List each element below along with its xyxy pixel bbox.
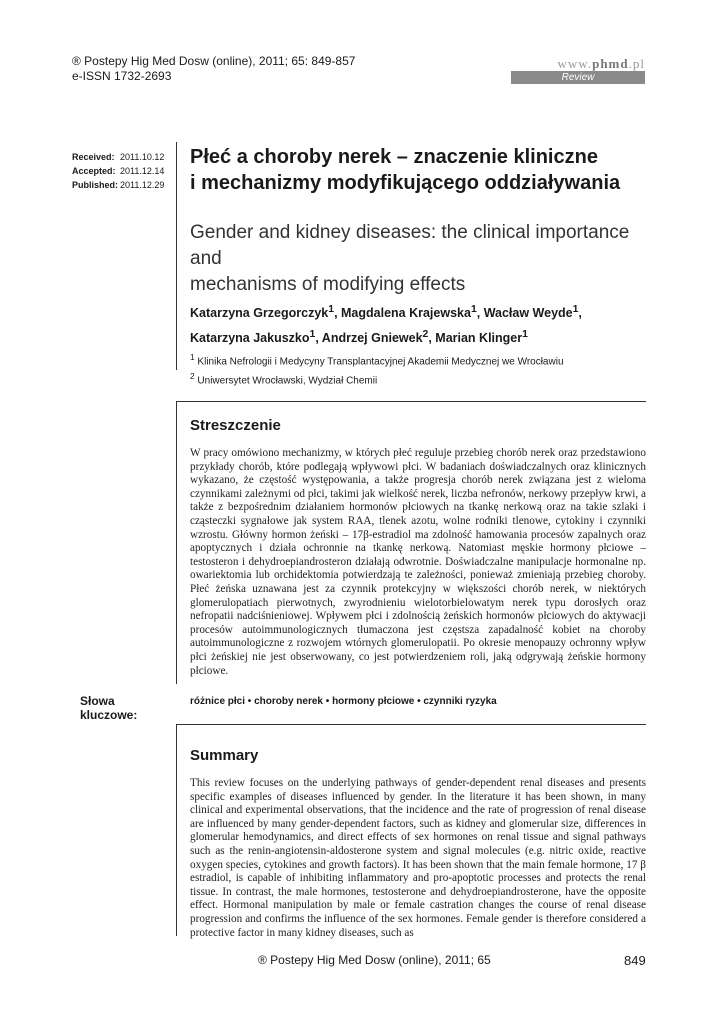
divider-vertical xyxy=(176,724,177,936)
accepted-date: 2011.12.14 xyxy=(120,166,165,176)
abstract-en-heading: Summary xyxy=(190,747,259,764)
author: Magdalena Krajewska$^1$ xyxy=(341,304,477,321)
abstract-pl-text: W pracy omówiono mechanizmy, w których płeć reguluje przebieg chorób nerek oraz przedstawiono przykłady chorób, które podlegają wpływowi płci. W badaniach doświadczalnych oraz klinicznych wykazano, że częstość występowania, a także progresja chorób nerek związana jest z wieloma czynnikami zależnymi od płci, takimi jak wielkość nerek, liczba nefronów, nerkowy przepływ krwi, a także z bezpośrednim działaniem hormonów płciowych na tkankę nerkową oraz na takie szlaki i cząsteczki sygnałowe jak system RAA, tlenek azotu, wolne rodniki tlenowe, cytokiny i czynniki wzrostu. Główny hormon żeński – 17β-estradiol ma zdolność hamowania procesów zapalnych oraz apoptycznych i działa ochronnie na tkankę nerkową. Natomiast męskie hormony płciowe – testosteron i dehydroepiandrosteron działają odwrotnie. Doświadczalne manipulacje hormonalne np. owariektomia lub orchidektomia potwierdzają te zależności, ponieważ zmieniają przebieg choroby. Płeć żeńska uznawana jest za czynnik protekcyjny w większości chorób nerek, w niektórych glomerulopatiach pierwotnych, zwyrodnieniu wielotorbielowatym nerek typu dorosłych oraz nefropatii nadciśnieniowej. Wpływem płci i zdolnością żeńskich hormonów płciowych do aktywacji procesów autoimmunologicznych tłumaczona jest częstsza zapadalność kobiet na choroby autoimmunologiczne z rozwojem wtórnych glomerulopatii. Po okresie menopauzy ochronny wpływ płci żeńskiej nie jest obserwowany, co jest potwierdzeniem roli, jaką odgrywają żeńskie hormony płciowe. xyxy=(190,447,646,677)
journal-website[interactable]: www.phmd.pl xyxy=(557,56,645,71)
author: Wacław Weyde$^1$ xyxy=(483,304,579,321)
published-date: 2011.12.29 xyxy=(120,180,165,190)
received-date: 2011.10.12 xyxy=(120,152,165,162)
divider-vertical xyxy=(176,401,177,684)
author: Katarzyna Grzegorczyk$^1$ xyxy=(190,304,335,321)
keywords-list: różnice płci • choroby nerek • hormony płciowe • czynniki ryzyka xyxy=(190,696,497,707)
article-title-pl: Płeć a choroby nerek – znaczenie kliniczne i mechanizmy modyfikującego oddziaływania xyxy=(190,146,621,194)
author: Marian Klinger$^1$ xyxy=(435,329,528,346)
divider-vertical xyxy=(176,142,177,370)
page-number: 849 xyxy=(624,953,646,968)
keyword: różnice płci xyxy=(190,696,246,707)
affiliations xyxy=(190,350,650,389)
citation-line: ® Postepy Hig Med Dosw (online), 2011; 65: 849-857 xyxy=(72,54,356,68)
keyword: hormony płciowe xyxy=(332,696,415,707)
author-list: Katarzyna Grzegorczyk$^1$, Magdalena Krajewska$^1$, Wacław Weyde$^1$, Katarzyna Jakuszko$^1$, Andrzej Gniewek$^2$, Marian Klinger$^1$ xyxy=(190,304,582,346)
affiliation-item: $^1$ Klinika Nefrologii i Medycyny Transplantacyjnej Akademii Medycznej we Wrocławiu xyxy=(190,352,564,368)
section-divider xyxy=(176,401,646,402)
journal-header xyxy=(72,54,355,84)
abstract-pl-heading: Streszczenie xyxy=(190,417,281,434)
issn-line: e-ISSN 1732-2693 xyxy=(72,69,172,83)
section-badge: Review xyxy=(511,71,645,84)
abstract-en-text: This review focuses on the underlying pathways of gender-dependent renal diseases and presents specific examples of diseases influenced by gender. In the literature it has been shown, in many clinical and experimental observations, that the incidence and the rate of progression of renal disease are influenced by many gender-dependent factors, such as kidney and glomerular size, differences in glomerular hemodynamics, and direct effects of sex hormones on renal tissue and signal pathways such as the renin-angiotensin-aldosterone system and signal molecules (e.g. nitric oxide, reactive oxygen species, cytokines and growth factors). It has been shown that the main female hormone, 17 β estradiol, is capable of inhibiting inflammatory and pro-apoptotic processes and protects the renal tissue. In contrast, the male hormones, testosterone and dehydroepiandrosterone, have the opposite effect. Hormonal manipulation by male or female castration changes the course of renal disease progression and confirms the influence of the sex hormones. Female gender is therefore considered a protective factor in many kidney diseases, such as xyxy=(190,777,646,939)
section-divider xyxy=(176,724,646,725)
dates-block: Received: 2011.10.12 Accepted: 2011.12.14 Published: 2011.12.29 xyxy=(72,152,165,190)
keyword: czynniki ryzyka xyxy=(423,696,497,707)
affiliation-item: $^2$ Uniwersytet Wrocławski, Wydział Chemii xyxy=(190,371,378,387)
article-title-en: Gender and kidney diseases: the clinical importance and mechanisms of modifying effects xyxy=(190,222,630,295)
author: Katarzyna Jakuszko$^1$ xyxy=(190,329,316,346)
keyword: choroby nerek xyxy=(254,696,323,707)
keywords-label: Słowa kluczowe: xyxy=(80,694,138,722)
author: Andrzej Gniewek$^2$ xyxy=(321,329,429,346)
footer-citation: ® Postepy Hig Med Dosw (online), 2011; 65 xyxy=(258,953,491,967)
